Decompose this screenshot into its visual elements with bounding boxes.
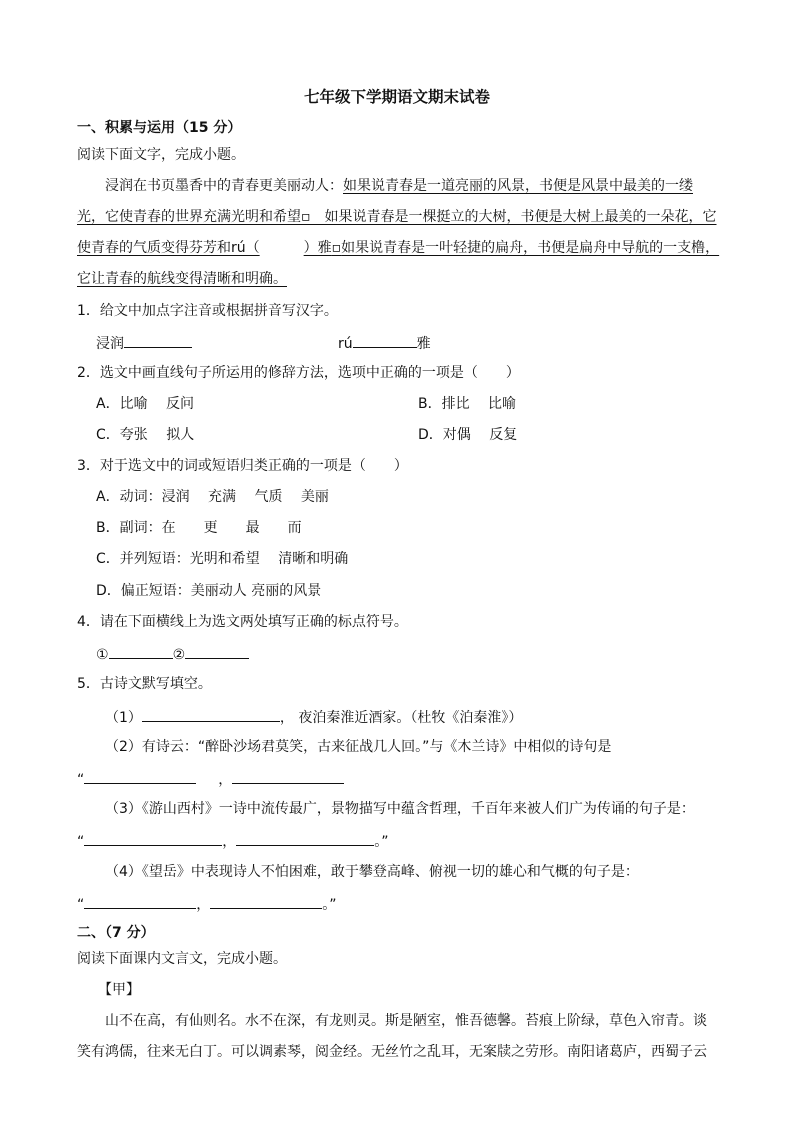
- q5-answer-1[interactable]: [142, 707, 280, 722]
- q1-item-a-label: 浸润: [96, 336, 124, 352]
- passage-underlined-6: 如果说青春是一叶轻捷的扁舟，书便是扁舟中导航的一支橹，: [341, 240, 720, 256]
- text-tag: 【甲】: [98, 982, 140, 998]
- passage-line-1: [105, 177, 693, 195]
- q5-text: 5．古诗文默写填空。: [77, 676, 212, 692]
- q3-text: 3．对于选文中的词或短语归类正确的一项是（ ）: [77, 458, 408, 474]
- q5-part-3-answers: [77, 831, 389, 851]
- q1-item-b: [338, 333, 431, 353]
- q5-part-2-answers: [77, 769, 344, 789]
- comma: ，: [222, 834, 237, 850]
- passage-underlined-4: 使青春的气质变得芬芳和rú（: [77, 240, 260, 256]
- section-2-heading: 二、（7 分）: [77, 925, 155, 941]
- open-quote: “: [77, 772, 85, 788]
- q2-option-d[interactable]: D．对偶 反复: [418, 427, 518, 443]
- comma: ，: [218, 772, 233, 788]
- q4-answers: [96, 644, 249, 664]
- q5-answer-3b[interactable]: [236, 831, 374, 846]
- q5-answer-2a[interactable]: [84, 769, 196, 784]
- q5-part-1-tail: ， 夜泊秦淮近酒家。（杜牧《泊秦淮》）: [279, 710, 523, 726]
- q5-answer-4b[interactable]: [210, 894, 322, 909]
- comma: ，: [196, 897, 211, 913]
- section-1-heading: 一、积累与运用（15 分）: [77, 120, 242, 136]
- section-1-instruction: 阅读下面文字，完成小题。: [77, 147, 245, 163]
- q5-answer-3a[interactable]: [84, 831, 222, 846]
- q2-option-b[interactable]: B．排比 比喻: [418, 396, 517, 412]
- passage-underlined-1: 如果说青春是一道亮丽的风景，书便是风景中最美的一缕: [343, 178, 693, 194]
- passage-line-4: 它让青春的航线变得清晰和明确。: [77, 271, 287, 287]
- q4-text: 4．请在下面横线上为选文两处填写正确的标点符号。: [77, 614, 408, 630]
- q1-answer-b[interactable]: [353, 333, 417, 348]
- q5-part-3: （3）《游山西村》一诗中流传最广，景物描写中蕴含哲理，千百年来被人们广为传诵的句子是：: [105, 801, 695, 817]
- q5-part-2: （2）有诗云：“醉卧沙场君莫笑，古来征战几人回。”与《木兰诗》中相似的诗句是: [105, 739, 612, 755]
- q2-option-c[interactable]: C．夸张 拟人: [96, 427, 195, 443]
- q5-answer-4a[interactable]: [84, 894, 196, 909]
- passage-underlined-2: 光，它使青春的世界充满光明和希望: [77, 209, 301, 225]
- q5-part-1: [105, 707, 522, 727]
- q4-answer-2[interactable]: [185, 644, 249, 659]
- q2-option-a[interactable]: A．比喻 反问: [96, 396, 195, 412]
- q3-option-a[interactable]: A．动词：浸润 充满 气质 美丽: [96, 489, 329, 505]
- passage-line-2: [77, 208, 717, 226]
- q3-option-d[interactable]: D．偏正短语：美丽动人 亮丽的风景: [96, 583, 322, 599]
- q2-text: 2．选文中画直线句子所运用的修辞方法，选项中正确的一项是（ ）: [77, 365, 520, 381]
- q1-item-a: [96, 333, 192, 353]
- close-quote: 。”: [322, 897, 337, 913]
- section-2-instruction: 阅读下面课内文言文，完成小题。: [77, 951, 287, 967]
- open-quote: “: [77, 834, 85, 850]
- passage-line-3: [77, 239, 719, 257]
- classical-text-line-1: 山不在高，有仙则名。水不在深，有龙则灵。斯是陋室，惟吾德馨。苔痕上阶绿，草色入帘青。谈: [105, 1013, 707, 1029]
- q1-item-b-suffix: 雅: [416, 336, 431, 352]
- q4-marker-2: ②: [172, 647, 186, 663]
- passage-underlined-3: 如果说青春是一棵挺立的大树，书便是大树上最美的一朵花，它: [324, 209, 717, 225]
- q5-part-4-answers: [77, 894, 337, 914]
- punct-blank-1[interactable]: ▫: [301, 209, 325, 225]
- q3-option-b[interactable]: B．副词：在 更 最 而: [96, 520, 302, 536]
- page-title: 七年级下学期语文期末试卷: [303, 88, 490, 106]
- close-quote: 。”: [374, 834, 389, 850]
- classical-text-line-2: 笑有鸿儒，往来无白丁。可以调素琴，阅金经。无丝竹之乱耳，无案牍之劳形。南阳诸葛庐，西蜀子云: [77, 1044, 707, 1060]
- q5-part-4: （4）《望岳》中表现诗人不怕困难，敢于攀登高峰、俯视一切的雄心和气概的句子是：: [105, 864, 639, 880]
- passage-underlined-5: ）雅: [303, 240, 332, 256]
- q5-part-1-label: （1）: [105, 710, 142, 726]
- q1-text: 1．给文中加点字注音或根据拼音写汉字。: [77, 303, 338, 319]
- q1-answer-a[interactable]: [124, 333, 192, 348]
- punct-blank-2[interactable]: ▫: [331, 240, 342, 256]
- q4-marker-1: ①: [96, 647, 109, 663]
- q5-answer-2b[interactable]: [232, 769, 344, 784]
- open-quote: “: [77, 897, 85, 913]
- q3-option-c[interactable]: C．并列短语：光明和希望 清晰和明确: [96, 551, 349, 567]
- passage-lead: 浸润在书页墨香中的青春更美丽动人：: [105, 178, 343, 194]
- q4-answer-1[interactable]: [109, 644, 173, 659]
- q1-item-b-label: rú: [338, 336, 353, 352]
